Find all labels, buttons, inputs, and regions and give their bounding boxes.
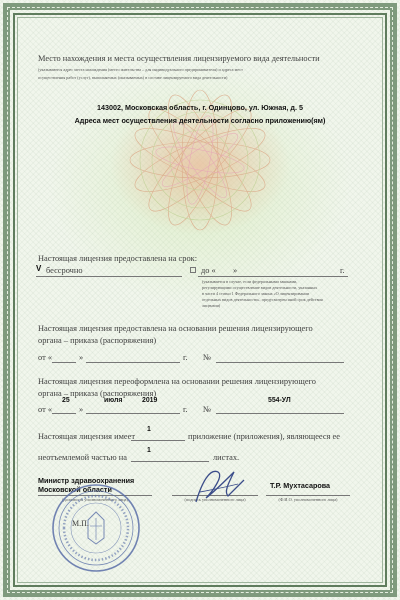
reissue-number-label: № bbox=[203, 405, 211, 414]
appendix-count: 1 bbox=[147, 426, 151, 433]
basis-month-line bbox=[86, 362, 180, 363]
reissue-number-line bbox=[216, 413, 344, 414]
term-note-2: регулирующими осуществление видов деятельности, указанных bbox=[202, 285, 318, 290]
basis-year-suffix: г. bbox=[183, 353, 188, 362]
appendix-line1-prefix: Настоящая лицензия имеет bbox=[38, 432, 135, 441]
signer-position-1: Министр здравоохранения bbox=[38, 476, 135, 485]
signer-name: Т.Р. Мухтасарова bbox=[270, 481, 331, 490]
position-caption: (должность уполномоченного лица) bbox=[62, 497, 128, 502]
term-checkmark: V bbox=[36, 264, 42, 273]
basis-date-mid: » bbox=[79, 353, 84, 362]
reissue-date-mid: » bbox=[79, 405, 84, 414]
reissue-date-prefix: от « bbox=[38, 405, 53, 414]
reissue-day-line bbox=[52, 413, 76, 414]
term-label: Настоящая лицензия предоставлена на срок: bbox=[38, 254, 198, 263]
appendix-sheets: 1 bbox=[147, 447, 151, 454]
term-option-indefinite: бессрочно bbox=[46, 266, 83, 275]
term-until-prefix: до « bbox=[201, 266, 216, 275]
reissue-number: 554-УЛ bbox=[268, 397, 291, 404]
reissue-month: июля bbox=[104, 397, 123, 404]
basis-line-2: органа – приказа (распоряжения) bbox=[38, 336, 157, 345]
reissue-line-2: органа – приказа (распоряжения) bbox=[38, 389, 157, 398]
guilloche-rosette bbox=[110, 70, 290, 250]
basis-date-prefix: от « bbox=[38, 353, 53, 362]
location-note-2: осуществления работ (услуг), выполняемых (оказываемых) в составе лицензируемого вида деятельности) bbox=[38, 75, 228, 80]
address-note: Адреса мест осуществления деятельности согласно приложению(ям) bbox=[74, 116, 326, 125]
term-note-1: (указывается в случае, если федеральными законами, bbox=[202, 279, 298, 284]
term-note-3: в части 4 статьи 1 Федерального закона «О лицензировании bbox=[202, 291, 309, 296]
location-note-1: (указываются адрес места нахождения (место жительства – для индивидуального предпринимателя) и адреса мест bbox=[38, 67, 243, 72]
reissue-day: 25 bbox=[62, 397, 70, 404]
term-note-5: лицензии) bbox=[202, 303, 221, 308]
address: 143002, Московская область, г. Одинцово, ул. Южная, д. 5 bbox=[97, 103, 303, 112]
basis-day-line bbox=[52, 362, 76, 363]
term-option-until-checkbox bbox=[190, 267, 196, 273]
name-line bbox=[266, 495, 350, 496]
reissue-line-1: Настоящая лицензия переоформлена на основании решения лицензирующего bbox=[38, 377, 316, 386]
term-line-left bbox=[36, 276, 182, 277]
official-seal bbox=[50, 482, 142, 574]
term-until-mid: » bbox=[233, 266, 238, 275]
basis-line-1: Настоящая лицензия предоставлена на основании решения лицензирующего bbox=[38, 324, 313, 333]
reissue-month-line bbox=[86, 413, 180, 414]
handwritten-signature bbox=[188, 462, 248, 510]
reissue-year-suffix: г. bbox=[183, 405, 188, 414]
appendix-line2-prefix: неотъемлемой частью на bbox=[38, 453, 127, 462]
signer-position-2: Московской области bbox=[38, 485, 112, 494]
signature-caption: (подпись уполномоченного лица) bbox=[184, 497, 246, 502]
mp-label: М.П. bbox=[72, 519, 89, 528]
location-heading: Место нахождения и места осуществления лицензируемого вида деятельности bbox=[38, 54, 320, 63]
appendix-line2-suffix: листах. bbox=[213, 453, 240, 462]
term-note-4: отдельных видов деятельности», предусмотрен иной срок действия bbox=[202, 297, 323, 302]
basis-number-label: № bbox=[203, 353, 211, 362]
term-until-suffix: г. bbox=[340, 266, 345, 275]
reissue-year: 2019 bbox=[142, 397, 158, 404]
appendix-line1-suffix: приложение (приложения), являющееся ее bbox=[188, 432, 340, 441]
basis-number-line bbox=[216, 362, 344, 363]
name-caption: (Ф.И.О. уполномоченного лица) bbox=[278, 497, 338, 502]
term-line-right bbox=[198, 276, 348, 277]
appendix-count-line bbox=[131, 440, 185, 441]
